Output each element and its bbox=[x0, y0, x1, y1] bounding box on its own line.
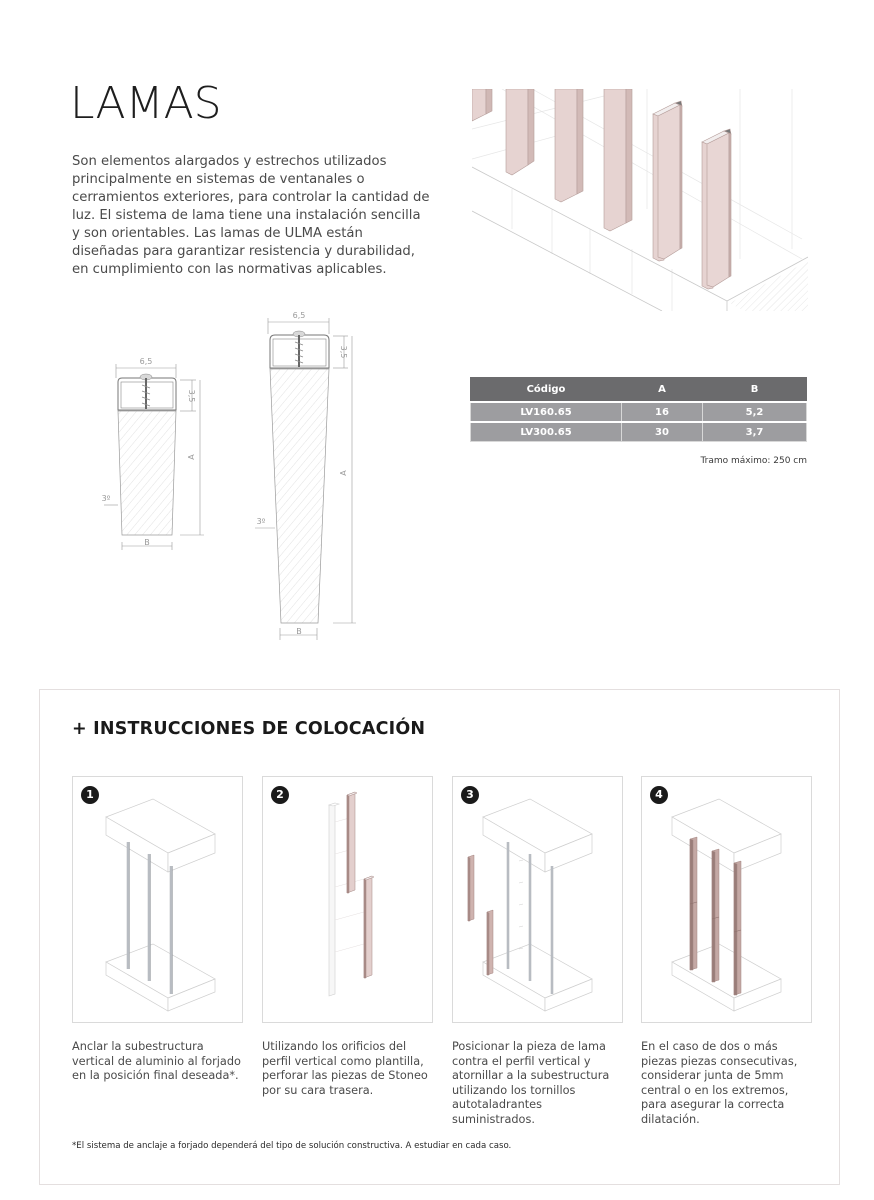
table-header-row bbox=[471, 378, 807, 403]
step-1-illustration bbox=[73, 777, 244, 1024]
footnote: *El sistema de anclaje a forjado dependerá del tipo de solución constructiva. A estudiar en cada caso. bbox=[72, 1141, 512, 1151]
spec-table bbox=[470, 377, 807, 442]
max-span-note: Tramo máximo: 250 cm bbox=[700, 456, 807, 466]
step-3-illustration bbox=[453, 777, 624, 1024]
height-label: A bbox=[187, 454, 196, 460]
page-title: LAMAS bbox=[70, 78, 222, 129]
width-label: 6,5 bbox=[292, 311, 306, 320]
cell-b: 5,2 bbox=[703, 402, 807, 422]
profile-section-drawing-short bbox=[92, 352, 217, 552]
step-number-badge: 1 bbox=[81, 786, 99, 804]
step-4-illustration bbox=[642, 777, 813, 1024]
step-number-badge: 4 bbox=[650, 786, 668, 804]
lamas-isometric-illustration bbox=[472, 89, 808, 311]
height-label: A bbox=[339, 470, 348, 476]
width-label: 6,5 bbox=[139, 357, 153, 366]
base-label: B bbox=[296, 627, 302, 636]
step-card-3 bbox=[452, 776, 623, 1023]
step-number-badge: 3 bbox=[461, 786, 479, 804]
base-label: B bbox=[144, 538, 150, 547]
table-row bbox=[471, 422, 807, 442]
instructions-title: + INSTRUCCIONES DE COLOCACIÓN bbox=[72, 719, 426, 739]
step-3-text: Posicionar la pieza de lama contra el perfil vertical y atornillar a la subestructura utilizando los tornillos autotaladrantes suministrados. bbox=[452, 1040, 610, 1126]
intro-paragraph: Son elementos alargados y estrechos utilizados principalmente en sistemas de ventanales o cerramientos exteriores, para controlar la cantidad de luz. El sistema de lama tiene una instalación sencilla y son orientables. Las lamas de ULMA están diseñadas para garantizar resistencia y durabilidad, en cumplimiento con las normativas aplicables. bbox=[72, 154, 430, 277]
column-header-code: Código bbox=[471, 378, 622, 403]
cell-code: LV160.65 bbox=[471, 402, 622, 422]
cell-a: 16 bbox=[622, 402, 703, 422]
depth-label: 3,5 bbox=[187, 389, 196, 403]
column-header-b: B bbox=[703, 378, 807, 403]
cell-code: LV300.65 bbox=[471, 422, 622, 442]
step-card-1 bbox=[72, 776, 243, 1023]
table-row bbox=[471, 402, 807, 422]
step-card-2 bbox=[262, 776, 433, 1023]
profile-section-drawing-tall bbox=[245, 308, 365, 643]
column-header-a: A bbox=[622, 378, 703, 403]
step-1-text: Anclar la subestructura vertical de aluminio al forjado en la posición final deseada*. bbox=[72, 1040, 241, 1083]
cell-a: 30 bbox=[622, 422, 703, 442]
step-card-4 bbox=[641, 776, 812, 1023]
angle-label: 3º bbox=[101, 494, 111, 503]
angle-label: 3º bbox=[256, 517, 266, 526]
lama-bar bbox=[472, 89, 492, 121]
step-2-illustration bbox=[263, 777, 434, 1024]
step-number-badge: 2 bbox=[271, 786, 289, 804]
step-2-text: Utilizando los orificios del perfil vertical como plantilla, perforar las piezas de Stoneo por su cara trasera. bbox=[262, 1040, 428, 1097]
depth-label: 3,5 bbox=[339, 345, 348, 359]
cell-b: 3,7 bbox=[703, 422, 807, 442]
step-4-text: En el caso de dos o más piezas piezas consecutivas, considerar junta de 5mm central o en los extremos, para asegurar la correcta dilatación. bbox=[641, 1040, 798, 1126]
